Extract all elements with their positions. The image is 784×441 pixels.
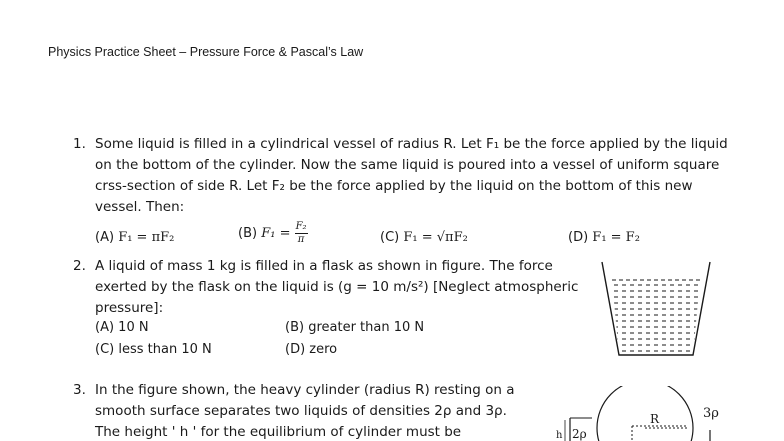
option-a: (A) 10 N: [95, 320, 149, 335]
fraction-numerator: F₂: [295, 221, 307, 232]
cylinder-outline: [597, 386, 693, 441]
option-d: [568, 230, 640, 245]
height-label: h: [556, 430, 563, 441]
question-text-line: smooth surface separates two liquids of densities 2ρ and 3ρ.: [95, 403, 507, 419]
question-number: 3.: [73, 382, 86, 398]
question-number: 2.: [73, 258, 86, 274]
option-a: [95, 230, 174, 245]
option-d: (D) zero: [285, 342, 338, 357]
question-text-line: In the figure shown, the heavy cylinder (radius R) resting on a: [95, 382, 515, 398]
radius-label: R: [650, 412, 660, 426]
question-number: 1.: [73, 136, 86, 152]
option-c: (C) less than 10 N: [95, 342, 212, 357]
question-text-line: Some liquid is filled in a cylindrical vessel of radius R. Let F₁ be the force applied by the liquid: [95, 136, 728, 152]
question-text-line: pressure]:: [95, 300, 164, 316]
option-label: (D): [568, 230, 589, 245]
question-text-line: The height ' h ' for the equilibrium of cylinder must be: [95, 424, 462, 440]
option-math: F₁ = F₂: [592, 230, 640, 245]
option-label: (B): [238, 226, 258, 241]
option-label: (C): [380, 230, 400, 245]
flask-figure: [598, 258, 714, 360]
option-c: [380, 230, 468, 245]
question-text-line: vessel. Then:: [95, 199, 185, 215]
option-math: F₁ =: [261, 226, 291, 241]
option-math: F₁ = √πF₂: [403, 230, 468, 245]
question-text-line: on the bottom of the cylinder. Now the same liquid is poured into a vessel of uniform square: [95, 157, 720, 173]
left-density-label: 2ρ: [572, 427, 587, 441]
question-text-line: exerted by the flask on the liquid is (g = 10 m/s²) [Neglect atmospheric: [95, 279, 579, 295]
option-b: (B) greater than 10 N: [285, 320, 425, 335]
option-label: (A): [95, 230, 115, 245]
fraction-denominator: π: [297, 234, 305, 245]
question-text-line: A liquid of mass 1 kg is filled in a flask as shown in figure. The force: [95, 258, 553, 274]
right-density-label: 3ρ: [703, 406, 719, 421]
liquid-fill: [612, 280, 700, 355]
option-b: [238, 221, 308, 246]
cylinder-figure: [552, 386, 728, 441]
option-math: F₁ = πF₂: [118, 230, 175, 245]
fraction: [295, 221, 308, 246]
question-text-line: crss-section of side R. Let F₂ be the force applied by the liquid on the bottom of this new: [95, 178, 693, 194]
page-title: Physics Practice Sheet – Pressure Force & Pascal’s Law: [48, 45, 364, 59]
